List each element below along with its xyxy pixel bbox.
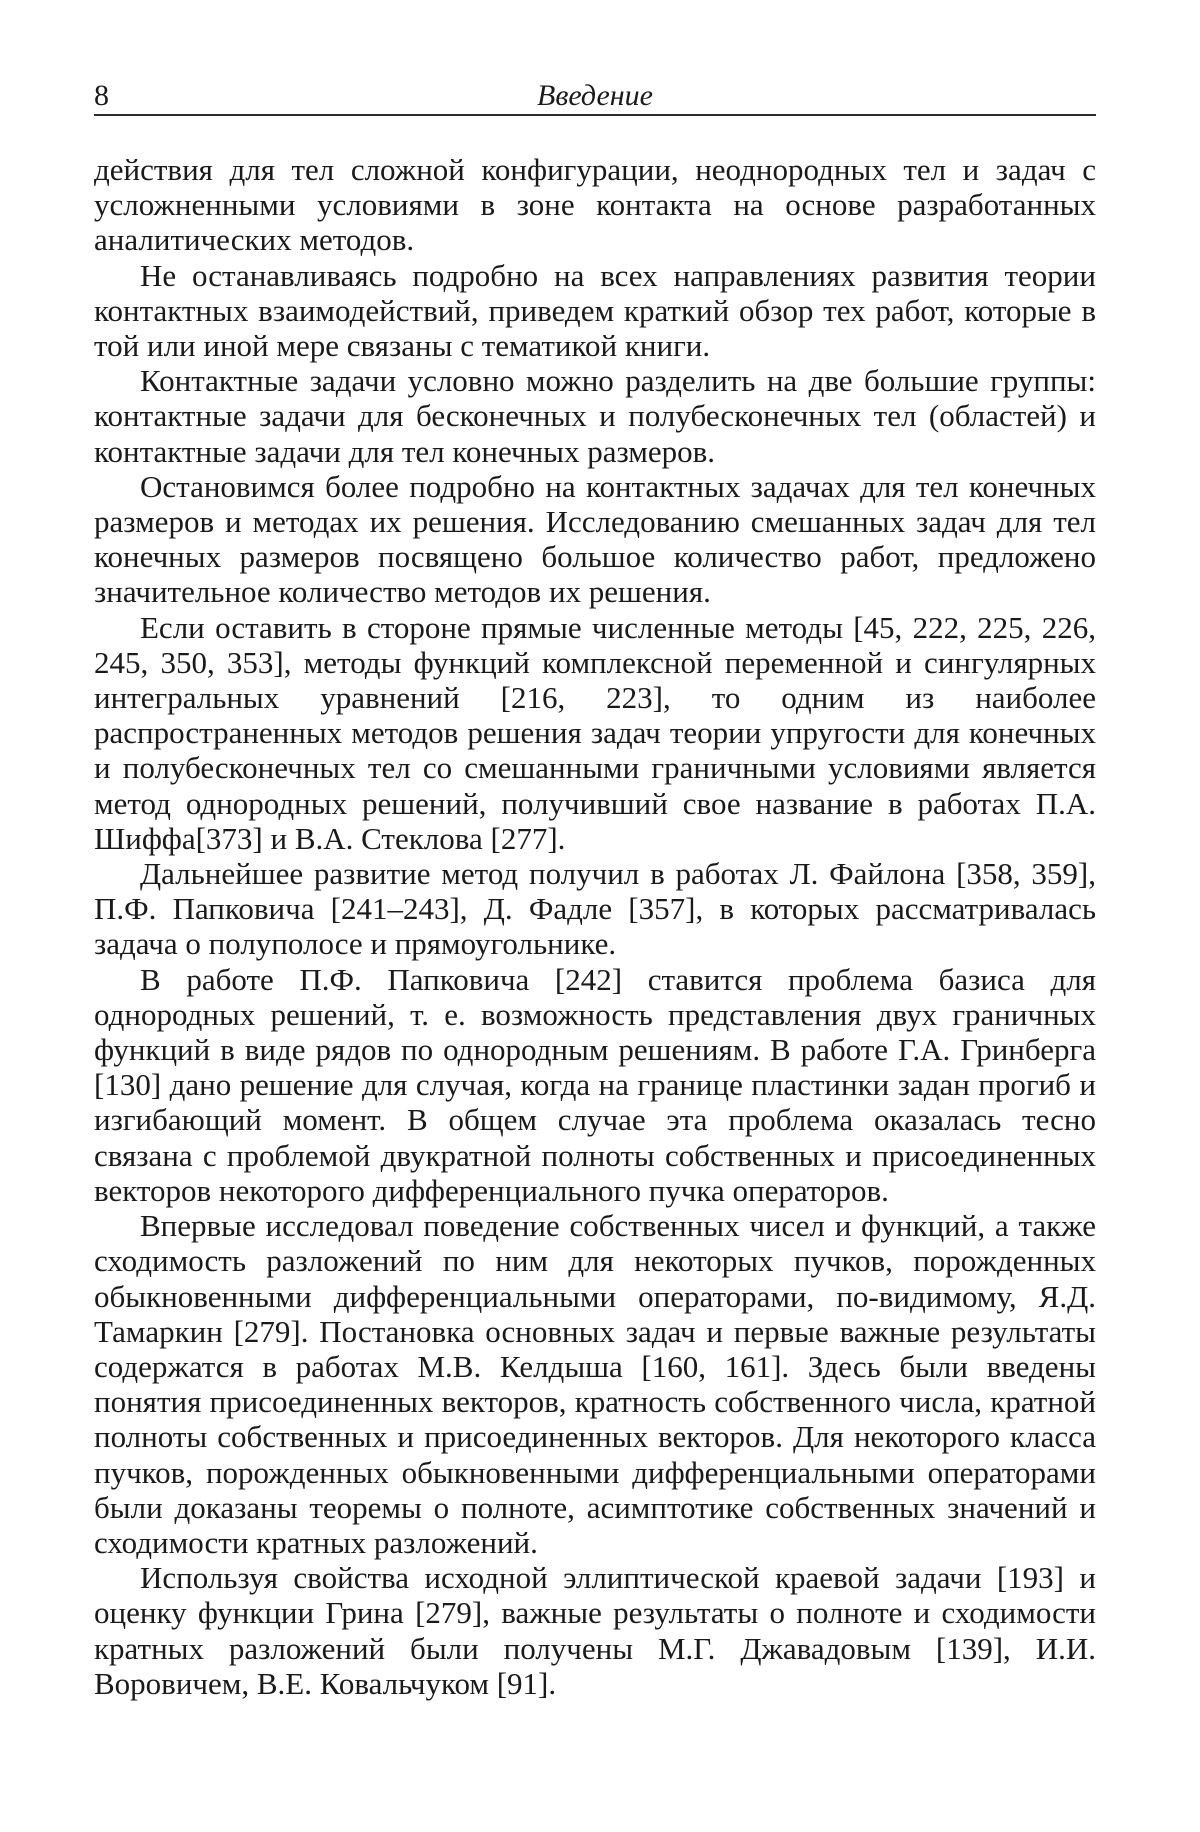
paragraph: Если оставить в стороне прямые численные методы [45, 222, 225, 226, 245, 350, 353], методы функций комплексной переменной и сингулярных интегральных уравнений [216, 223], то одним из наиболее распространенных методов решения задач теории упругости для конечных и полубесконечных тел со смешанными граничными условиями является метод однородных решений, получивший свое название в работах П.А. Шиффа[373] и В.А. Стеклова [277].	[94, 609, 1096, 856]
running-head	[94, 76, 1096, 116]
chapter-title: Введение	[537, 79, 653, 112]
body-text	[94, 152, 1096, 1701]
paragraph: Впервые исследовал поведение собственных чисел и функций, а также сходимость разложений по ним для некоторых пучков, порожденных обыкновенными дифференциальными операторами, по-видимому, Я.Д. Тамаркин [279]. Постановка основных задач и первые важные результаты содержатся в работах М.В. Келдыша [160, 161]. Здесь были введены понятия присоединенных векторов, кратность собственного числа, кратной полноты собственных и присоединенных векторов. Для некоторого класса пучков, порожденных обыкновенными дифференциальными операторами были доказаны теоремы о полноте, асимптотике собственных значений и сходимости кратных разложений.	[94, 1208, 1096, 1560]
paragraph-continued: действия для тел сложной конфигурации, неоднородных тел и задач с усложненными условиями в зоне контакта на основе разработанных аналитических методов.	[94, 152, 1096, 258]
header-rule	[94, 114, 1096, 116]
paragraph: Остановимся более подробно на контактных задачах для тел конечных размеров и методах их решения. Исследованию смешанных задач для тел конечных размеров посвящено большое количество работ, предложено значительное количество методов их решения.	[94, 468, 1096, 610]
page-number: 8	[94, 79, 109, 112]
paragraph: Не останавливаясь подробно на всех направлениях развития теории контактных взаимодействий, приведем краткий обзор тех работ, которые в той или иной мере связаны с тематикой книги.	[94, 257, 1096, 364]
paragraph: Дальнейшее развитие метод получил в работах Л. Файлона [358, 359], П.Ф. Папковича [241–243], Д. Фадле [357], в которых рассматривалась задача о полуполосе и прямоугольнике.	[94, 856, 1096, 962]
book-page	[94, 0, 1096, 1832]
paragraph: Используя свойства исходной эллиптической краевой задачи [193] и оценку функции Грина [279], важные результаты о полноте и сходимости кратных разложений были получены М.Г. Джавадовым [139], И.И. Воровичем, В.Е. Ковальчуком [91].	[94, 1560, 1096, 1701]
paragraph: Контактные задачи условно можно разделить на две большие группы: контактные задачи для бесконечных и полубесконечных тел (областей) и контактные задачи для тел конечных размеров.	[94, 363, 1096, 469]
paragraph: В работе П.Ф. Папковича [242] ставится проблема базиса для однородных решений, т. е. возможность представления двух граничных функций в виде рядов по однородным решениям. В работе Г.А. Гринберга [130] дано решение для случая, когда на границе пластинки задан прогиб и изгибающий момент. В общем случае эта проблема оказалась тесно связана с проблемой двукратной полноты собственных и присоединенных векторов некоторого дифференциального пучка операторов.	[94, 961, 1096, 1208]
